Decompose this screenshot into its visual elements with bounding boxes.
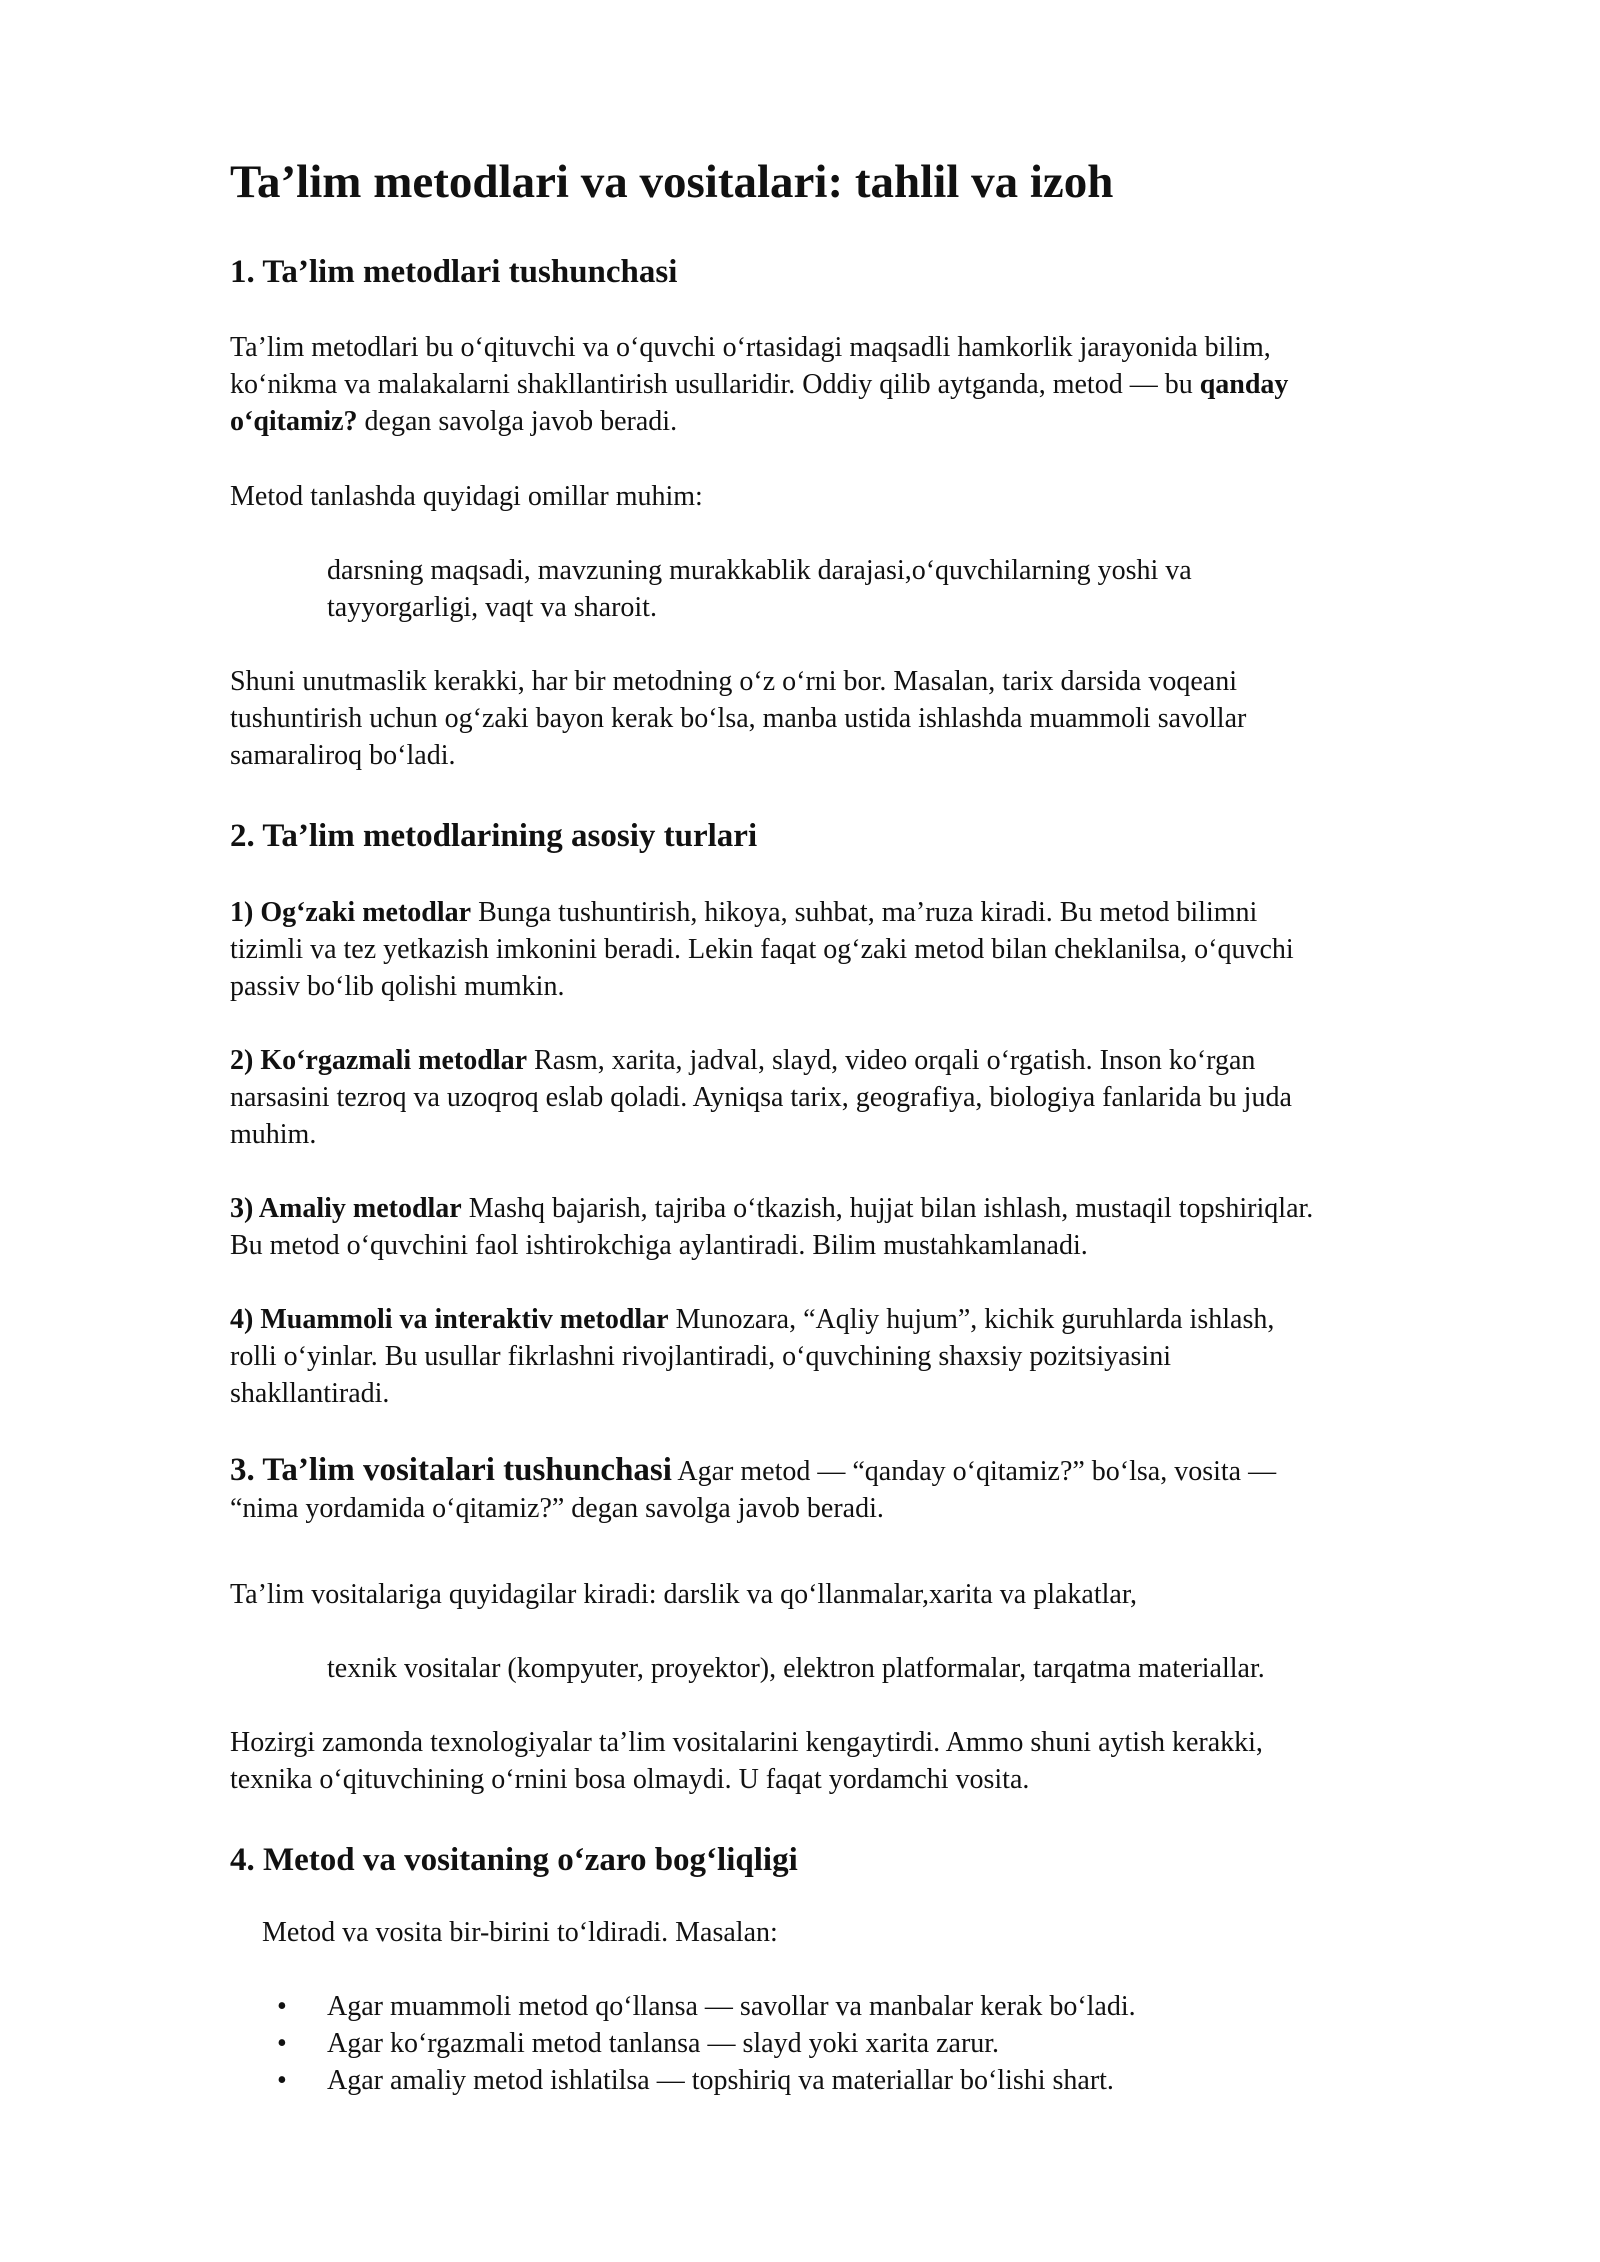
text-line: darsning maqsadi, mavzuning murakkablik darajasi,o‘quvchilarning yoshi va bbox=[327, 555, 1192, 586]
list-item bbox=[230, 2025, 1136, 2062]
bullet-icon: • bbox=[277, 1991, 287, 2022]
document-title: Ta’lim metodlari va vositalari: tahlil va izoh bbox=[230, 156, 1114, 208]
text-line: tayyorgarligi, vaqt va sharoit. bbox=[327, 592, 657, 623]
method-verbal bbox=[230, 894, 1530, 1005]
text-line: tushuntirish uchun og‘zaki bayon kerak bo‘lsa, manba ustida ishlashda muammoli savollar bbox=[230, 703, 1247, 734]
section-1-paragraph-1 bbox=[230, 329, 1530, 440]
method-label: 1) Og‘zaki metodlar bbox=[230, 897, 472, 928]
text-line: tizimli va tez yetkazish imkonini beradi. Lekin faqat og‘zaki metod bilan cheklanilsa, o‘quvchi bbox=[230, 934, 1294, 965]
section-3-paragraph-2: Ta’lim vositalariga quyidagilar kiradi: darslik va qo‘llanmalar,xarita va plakatlar, bbox=[230, 1579, 1138, 1610]
text-line: Munozara, “Aqliy hujum”, kichik guruhlarda ishlash, bbox=[668, 1304, 1275, 1335]
text-line: passiv bo‘lib qolishi mumkin. bbox=[230, 971, 565, 1002]
text-line: samaraliroq bo‘ladi. bbox=[230, 740, 456, 771]
section-1-paragraph-3 bbox=[230, 663, 1530, 774]
section-4-heading: 4. Metod va vositaning o‘zaro bog‘liqligi bbox=[230, 1842, 798, 1878]
text-line: degan savolga javob beradi. bbox=[357, 406, 678, 437]
section-3-heading: 3. Ta’lim vositalari tushunchasi bbox=[230, 1452, 672, 1488]
text-line: shakllantiradi. bbox=[230, 1378, 390, 1409]
bold-text: qanday bbox=[1199, 369, 1289, 400]
section-1-indented-list bbox=[327, 552, 1527, 626]
text-line: texnika o‘qituvchining o‘rnini bosa olmaydi. U faqat yordamchi vosita. bbox=[230, 1764, 1030, 1795]
method-visual bbox=[230, 1042, 1530, 1153]
text-line: Agar metod — “qanday o‘qitamiz?” bo‘lsa, vosita — bbox=[671, 1456, 1277, 1487]
text-line: Hozirgi zamonda texnologiyalar ta’lim vositalarini kengaytirdi. Ammo shuni aytish kerakki, bbox=[230, 1727, 1263, 1758]
method-label: 3) Amaliy metodlar bbox=[230, 1193, 462, 1224]
text-line: Bu metod o‘quvchini faol ishtirokchiga aylantiradi. Bilim mustahkamlanadi. bbox=[230, 1230, 1088, 1261]
list-item bbox=[230, 1988, 1136, 2025]
list-item-text: Agar muammoli metod qo‘llansa — savollar va manbalar kerak bo‘ladi. bbox=[327, 1991, 1136, 2022]
method-practical bbox=[230, 1190, 1530, 1264]
text-line: Rasm, xarita, jadval, slayd, video orqali o‘rgatish. Inson ko‘rgan bbox=[527, 1045, 1256, 1076]
text-line: “nima yordamida o‘qitamiz?” degan savolga javob beradi. bbox=[230, 1493, 884, 1524]
text-line: Mashq bajarish, tajriba o‘tkazish, hujjat bilan ishlash, mustaqil topshiriqlar. bbox=[461, 1193, 1314, 1224]
list-item bbox=[230, 2062, 1136, 2099]
section-3-indented-list: texnik vositalar (kompyuter, proyektor), elektron platformalar, tarqatma materiallar. bbox=[327, 1653, 1265, 1684]
text-line: narsasini tezroq va uzoqroq eslab qoladi. Ayniqsa tarix, geografiya, biologiya fanlarida bu juda bbox=[230, 1082, 1292, 1113]
bullet-list bbox=[230, 1988, 1136, 2099]
section-3-paragraph-3 bbox=[230, 1724, 1530, 1798]
bullet-icon: • bbox=[277, 2028, 287, 2059]
list-item-text: Agar ko‘rgazmali metod tanlansa — slayd yoki xarita zarur. bbox=[327, 2028, 1000, 2059]
text-line: rolli o‘yinlar. Bu usullar fikrlashni rivojlantiradi, o‘quvchining shaxsiy pozitsiyasini bbox=[230, 1341, 1171, 1372]
section-1-heading: 1. Ta’lim metodlari tushunchasi bbox=[230, 254, 678, 290]
text-line: muhim. bbox=[230, 1119, 317, 1150]
text-line: Bunga tushuntirish, hikoya, suhbat, ma’ruza kiradi. Bu metod bilimni bbox=[471, 897, 1258, 928]
section-3-lead bbox=[230, 1452, 1530, 1527]
bullet-icon: • bbox=[277, 2065, 287, 2096]
bold-text: o‘qitamiz? bbox=[230, 406, 358, 437]
method-interactive bbox=[230, 1301, 1530, 1412]
text-line: Ta’lim metodlari bu o‘qituvchi va o‘quvchi o‘rtasidagi maqsadli hamkorlik jarayonida bilim, bbox=[230, 332, 1271, 363]
method-label: 4) Muammoli va interaktiv metodlar bbox=[230, 1304, 669, 1335]
section-4-intro: Metod va vosita bir-birini to‘ldiradi. Masalan: bbox=[262, 1917, 778, 1948]
list-item-text: Agar amaliy metod ishlatilsa — topshiriq va materiallar bo‘lishi shart. bbox=[327, 2065, 1114, 2096]
text-line: Shuni unutmaslik kerakki, har bir metodning o‘z o‘rni bor. Masalan, tarix darsida voqeani bbox=[230, 666, 1237, 697]
section-2-heading: 2. Ta’lim metodlarining asosiy turlari bbox=[230, 818, 758, 854]
section-1-paragraph-2: Metod tanlashda quyidagi omillar muhim: bbox=[230, 481, 703, 512]
method-label: 2) Ko‘rgazmali metodlar bbox=[230, 1045, 528, 1076]
text-line: ko‘nikma va malakalarni shakllantirish usullaridir. Oddiy qilib aytganda, metod — bu bbox=[230, 369, 1200, 400]
